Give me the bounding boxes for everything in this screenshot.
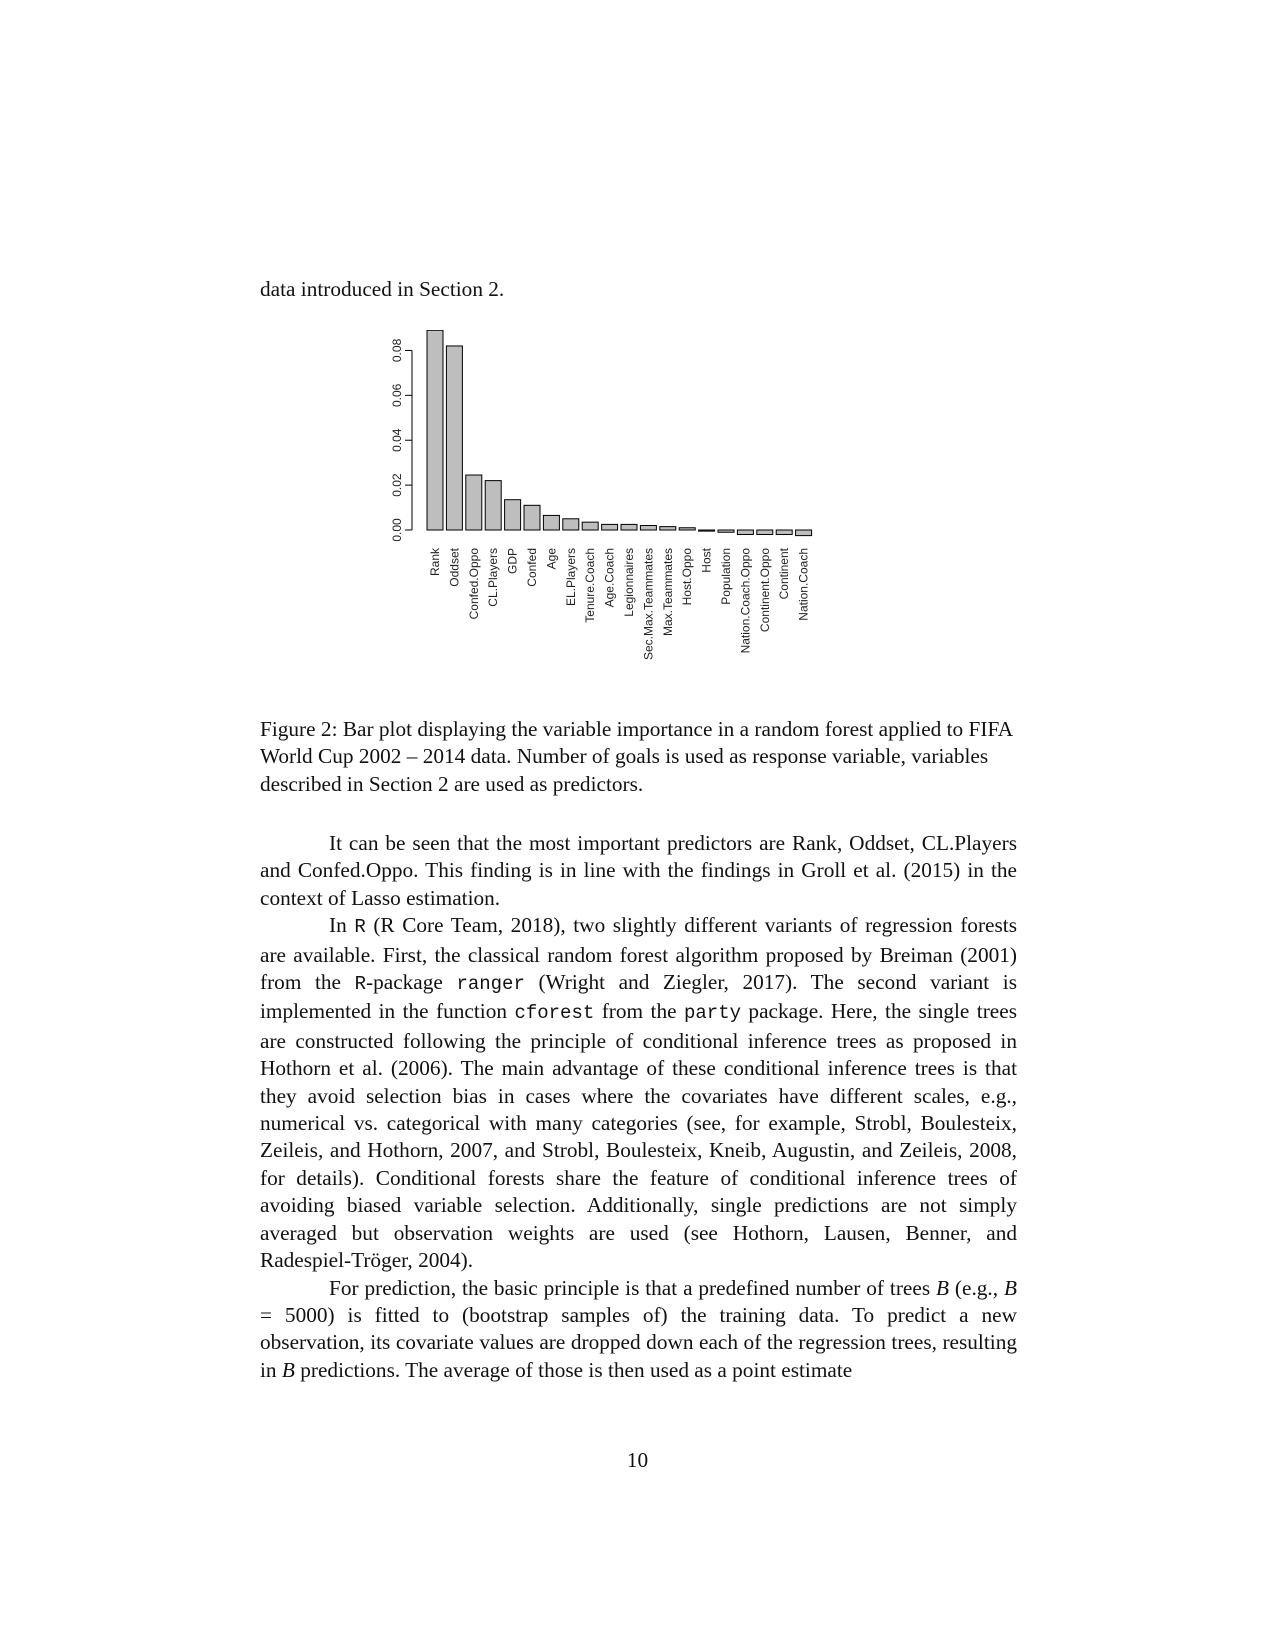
y-tick-label: 0.00 bbox=[390, 518, 404, 542]
bar-nation-coach bbox=[796, 530, 812, 536]
bar-confed-oppo bbox=[466, 475, 482, 530]
paragraph-3 bbox=[260, 1275, 1017, 1385]
x-tick-label: Population bbox=[719, 548, 733, 605]
p3-text-c: = 5000) is fitted to (bootstrap samples of) the training data. To predict a new observation, its covariate values are dropped down each of the regression trees, resulting in bbox=[260, 1302, 1017, 1382]
bar-continent bbox=[776, 530, 792, 534]
bar-oddset bbox=[446, 346, 462, 530]
paragraph-2 bbox=[260, 912, 1017, 1274]
bars bbox=[427, 330, 812, 535]
p3-text-b: (e.g., bbox=[949, 1275, 1004, 1300]
r-code-1: R bbox=[354, 916, 366, 939]
p2-text-f: package. Here, the single trees are constructed following the principle of conditional inference trees as proposed in Hothorn et al. (2006). The main advantage of these conditional inference trees is that they avoid selection bias in cases where the covariates have different scales, e.g., numerical vs. categorical with many categories (see, for example, Strobl, Boulesteix, Zeileis, and Hothorn, 2007, and Strobl, Boulesteix, Kneib, Augustin, and Zeileis, 2008, for details). Conditional forests share the feature of conditional inference trees of avoiding biased variable selection. Additionally, single predictions are not simply averaged but observation weights are used (see Hothorn, Lausen, Benner, and Radespiel-Tröger, 2004). bbox=[260, 999, 1018, 1273]
bar-rank bbox=[427, 330, 443, 530]
x-tick-label: Host.Oppo bbox=[680, 548, 695, 606]
bar-sec-max-teammates bbox=[640, 526, 656, 530]
x-labels bbox=[428, 547, 811, 660]
y-tick-label: 0.04 bbox=[390, 428, 404, 452]
x-tick-label: Age.Coach bbox=[602, 548, 617, 608]
ranger-code: ranger bbox=[456, 973, 525, 996]
variable-importance-figure bbox=[390, 330, 870, 700]
bar-age bbox=[543, 515, 559, 530]
paragraph-1: It can be seen that the most important predictors are Rank, Oddset, CL.Players and Confed.Oppo. This finding is in line with the findings in Groll et al. (2015) in the context of Lasso estimation. bbox=[260, 831, 1017, 910]
bar-continent-oppo bbox=[757, 530, 773, 534]
p3-text-d: predictions. The average of those is then used as a point estimate bbox=[294, 1357, 853, 1382]
x-tick-label: Confed bbox=[525, 548, 539, 587]
bar-max-teammates bbox=[660, 527, 676, 530]
caption-text: Figure 2: Bar plot displaying the variable importance in a random forest applied to FIFA World Cup 2002 – 2014 data. Number of goals is used as response variable, variables described in Section 2 are used as predictors. bbox=[260, 717, 1012, 796]
x-tick-label: GDP bbox=[505, 548, 520, 575]
p2-text-a: In bbox=[329, 913, 355, 938]
bar-confed bbox=[524, 505, 540, 530]
bar-el-players bbox=[563, 519, 579, 530]
y-tick-label: 0.06 bbox=[390, 383, 404, 408]
p2-text-b: (R Core Team, 2018), two slightly different variants of regression forests are available. First, the classical random forest algorithm proposed by Breiman (2001) from the bbox=[260, 913, 1017, 995]
x-tick-label: Host bbox=[699, 548, 714, 573]
intro-line bbox=[260, 276, 1017, 303]
x-tick-label: Nation.Coach bbox=[796, 548, 811, 621]
bar-chart bbox=[390, 330, 870, 700]
x-tick-label: Sec.Max.Teammates bbox=[641, 548, 656, 661]
bar-tenure-coach bbox=[582, 522, 598, 530]
cforest-code: cforest bbox=[514, 1002, 595, 1025]
p2-text-d: (Wright and Ziegler, 2017). The second variant is implemented in the function bbox=[260, 970, 1018, 1024]
x-tick-label: Continent.Oppo bbox=[757, 548, 772, 633]
y-axis bbox=[390, 338, 412, 541]
x-tick-label: Nation.Coach.Oppo bbox=[738, 548, 753, 654]
page-number: 10 bbox=[626, 1448, 649, 1472]
y-tick-label: 0.02 bbox=[390, 473, 404, 497]
r-code-2: R bbox=[354, 973, 366, 996]
figure-caption bbox=[260, 716, 1017, 798]
p3-text-a: For prediction, the basic principle is that a predefined number of trees bbox=[329, 1275, 937, 1300]
math-b-1: B bbox=[936, 1275, 950, 1300]
bar-population bbox=[718, 530, 734, 532]
bar-gdp bbox=[505, 500, 521, 530]
bar-nation-coach-oppo bbox=[737, 530, 753, 534]
x-tick-label: Tenure.Coach bbox=[583, 548, 598, 623]
party-code: party bbox=[683, 1002, 741, 1025]
x-tick-label: EL.Players bbox=[563, 548, 578, 607]
x-tick-label: CL.Players bbox=[486, 548, 501, 607]
p2-text-c: -package bbox=[366, 970, 457, 995]
p2-text-e: from the bbox=[594, 999, 684, 1024]
x-tick-label: Legionnaires bbox=[622, 548, 636, 617]
bar-cl-players bbox=[485, 481, 501, 530]
bar-age-coach bbox=[602, 524, 618, 530]
x-tick-label: Confed.Oppo bbox=[466, 548, 481, 620]
y-tick-label: 0.08 bbox=[390, 338, 404, 363]
x-tick-label: Continent bbox=[777, 548, 792, 600]
math-b-2: B bbox=[1003, 1275, 1017, 1300]
bar-host bbox=[699, 530, 715, 531]
body-text bbox=[260, 830, 1017, 1384]
x-tick-label: Rank bbox=[428, 548, 442, 577]
x-tick-label: Age bbox=[544, 548, 559, 570]
math-b-3: B bbox=[281, 1357, 295, 1382]
intro-text: data introduced in Section 2. bbox=[260, 277, 505, 301]
x-tick-label: Oddset bbox=[447, 548, 462, 587]
x-tick-label: Max.Teammates bbox=[660, 548, 675, 637]
bar-legionnaires bbox=[621, 524, 637, 530]
bar-host-oppo bbox=[679, 528, 695, 530]
